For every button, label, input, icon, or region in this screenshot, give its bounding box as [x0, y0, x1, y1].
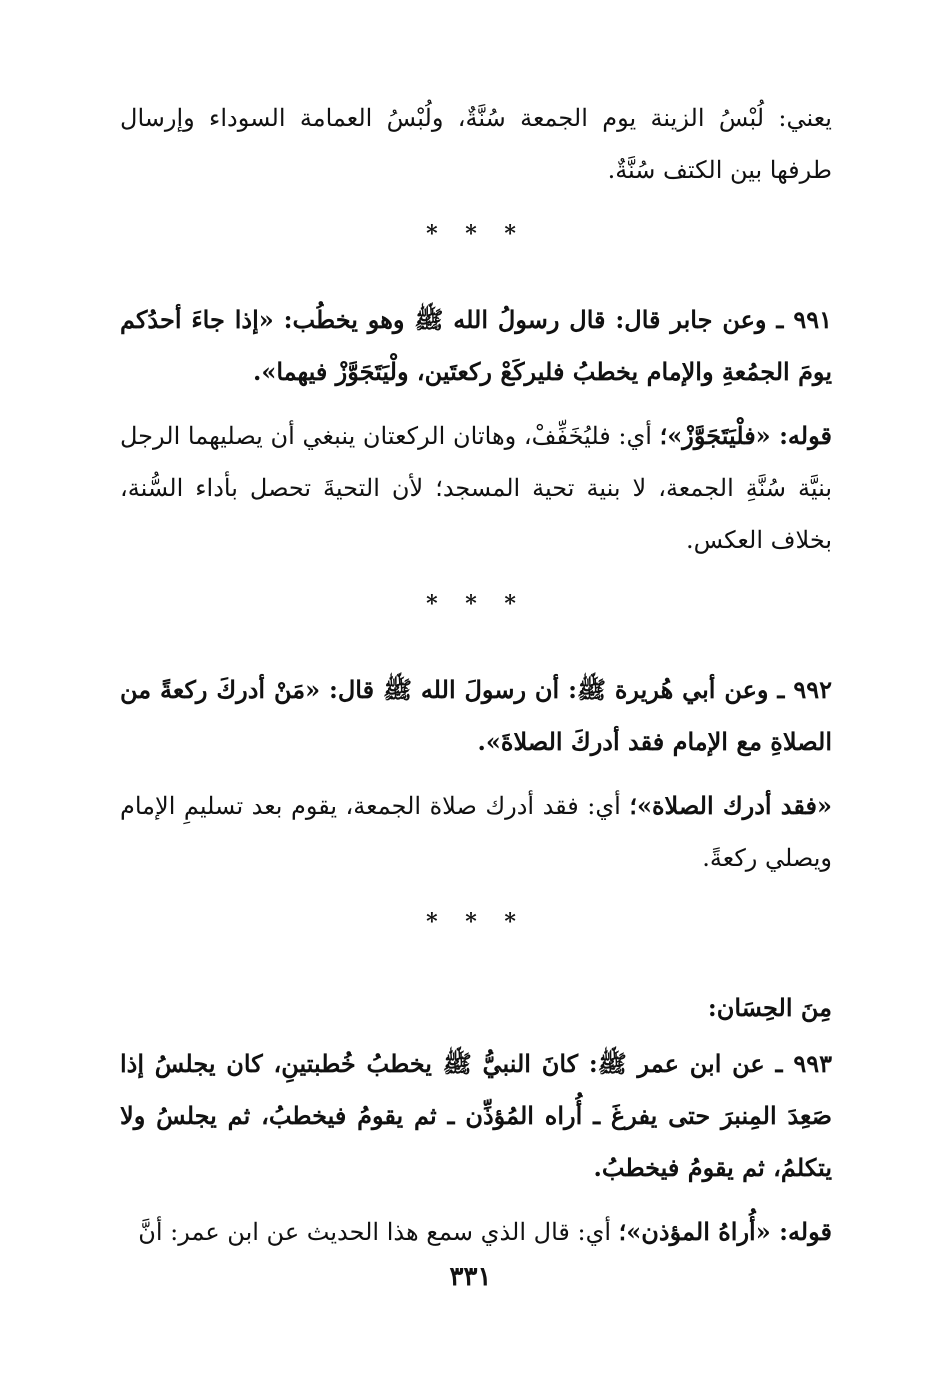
- page-body: [120, 92, 832, 1270]
- hadith-992: ٩٩٢ ـ وعن أبي هُريرة ﷺ: أن رسولَ الله ﷺ قال: «مَنْ أدركَ ركعةً من الصلاةِ مع الإمام فقد أدركَ الصلاةَ».: [120, 675, 832, 756]
- commentary-993: [120, 1206, 832, 1258]
- section-separator: * * *: [426, 221, 526, 247]
- commentary-991-lead: قوله: «فلْيَتَجَوَّزْ»؛: [659, 421, 832, 450]
- section-separator: * * *: [426, 591, 526, 617]
- section-heading-hisan: مِنَ الحِسَان:: [707, 993, 832, 1022]
- commentary-993-lead: قوله: «أُراهُ المؤذن»؛: [618, 1217, 832, 1246]
- commentary-993-text: أي: قال الذي سمع هذا الحديث عن ابن عمر: أنَّ: [138, 1218, 619, 1246]
- commentary-992-lead: «فقد أدرك الصلاة»؛: [629, 791, 833, 820]
- page-number: ٣٣١: [449, 1262, 492, 1292]
- commentary-992: [120, 780, 832, 884]
- section-separator: * * *: [426, 909, 526, 935]
- commentary-991-text: أي: فليُخَفِّفْ، وهاتان الركعتان ينبغي أن يصليهما الرجل بنيَّة سُنَّةِ الجمعة، لا بنية تحية المسجد؛ لأن التحيةَ تحصل بأداء السُّنة، بخلاف العكس.: [120, 422, 832, 554]
- commentary-992-text: أي: فقد أدرك صلاة الجمعة، يقوم بعد تسليمِ الإمام ويصلي ركعةً.: [120, 792, 832, 872]
- hadith-991: ٩٩١ ـ وعن جابر قال: قال رسولُ الله ﷺ وهو يخطُب: «إذا جاءَ أحدُكم يومَ الجمُعةِ والإمام يخطبُ فليركَعْ ركعتَين، ولْيَتَجَوَّزْ فيهما».: [120, 305, 832, 386]
- commentary-991: [120, 410, 832, 566]
- paragraph-commentary-intro: يعني: لُبْسُ الزينة يوم الجمعة سُنَّةٌ، ولُبْسُ العمامة السوداء وإرسال طرفها بين الكتف سُنَّةٌ.: [120, 104, 832, 184]
- hadith-993: ٩٩٣ ـ عن ابن عمر ﷺ: كانَ النبيُّ ﷺ يخطبُ خُطبتينِ، كان يجلسُ إذا صَعِدَ المِنبرَ حتى يفرغَ ـ أُراه المُؤذِّن ـ ثم يقومُ فيخطبُ، ثم يجلسُ ولا يتكلمُ، ثم يقومُ فيخطبُ.: [120, 1049, 832, 1182]
